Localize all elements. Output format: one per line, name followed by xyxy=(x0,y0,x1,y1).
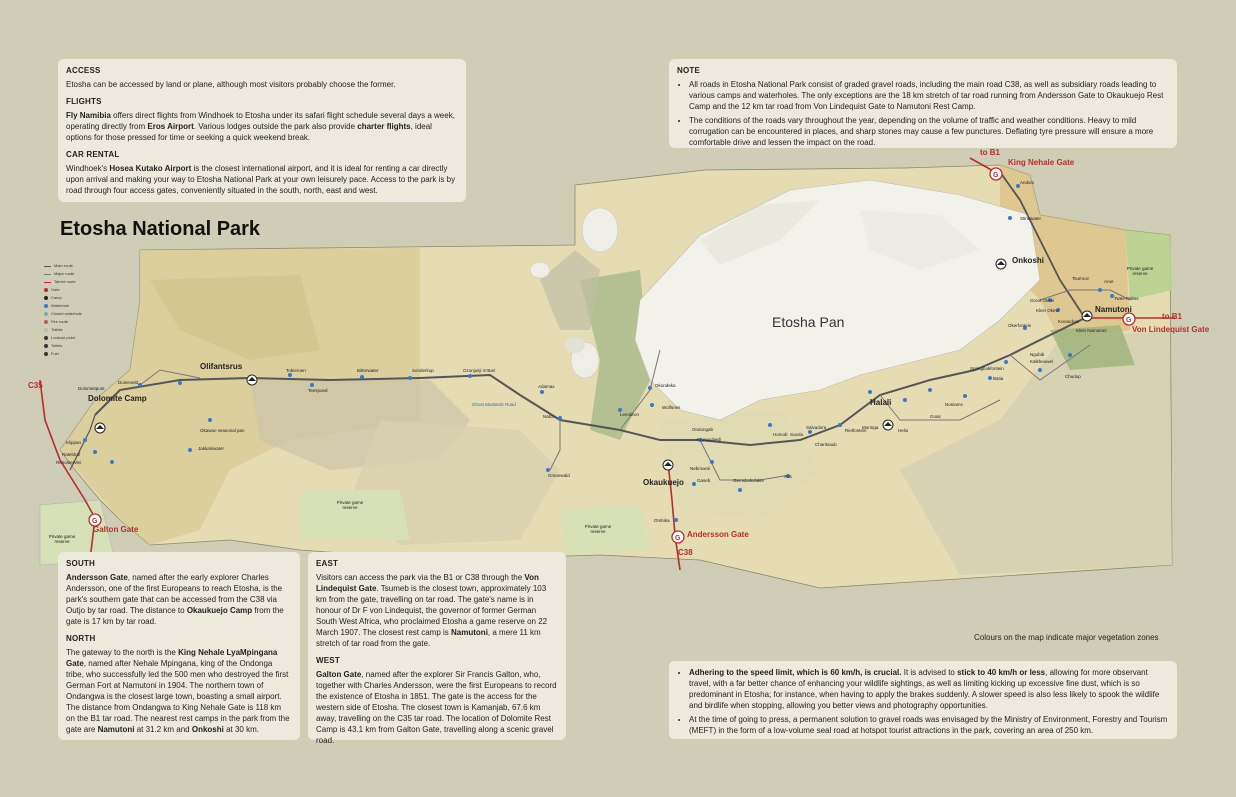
road-name-label: Ghost Mustards Road xyxy=(472,402,516,407)
access-heading: ACCESS xyxy=(66,66,101,75)
legend-item: Lookout point xyxy=(44,334,82,342)
waterhole-label: Andoni xyxy=(1020,180,1035,185)
east-heading: EAST xyxy=(316,559,339,568)
waterhole-label: Grünewald xyxy=(548,473,570,478)
waterhole-label: Sueda xyxy=(790,432,804,437)
legend-item: Camp xyxy=(44,294,82,302)
waterhole-label: Rateldraf xyxy=(62,452,81,457)
map-legend xyxy=(44,262,82,358)
waterhole-label: Gemsbokvlakte xyxy=(733,478,765,483)
waterhole-label: Bitterwater xyxy=(357,368,379,373)
waterhole-label: Moringa xyxy=(862,425,879,430)
gate-king-nehale xyxy=(990,168,1002,180)
waterhole-label: Kapupuhedi xyxy=(697,437,722,442)
waterhole-label: Klein Namutoni xyxy=(1076,328,1107,333)
waterhole-label: Ombika xyxy=(654,518,670,523)
gate-label-andersson: Andersson Gate xyxy=(687,530,749,539)
waterhole-label: Rietfontein xyxy=(845,428,867,433)
private-reserve-label: Private game reserve xyxy=(336,500,364,510)
flights-text: Fly Namibia offers direct flights from Windhoek to Etosha under its safari flight schedule several days a week, operating directly from Eros Airport. Various lodges outside the park also provide charter flights, ideal options for those pressed for time or seeking a quick weekend break. xyxy=(66,111,455,143)
note-item: • The conditions of the roads vary throughout the year, depending on the volume of traffic and weather conditions. Heavy to mild corrugation can be encountered in places, and sharp stones may cause a few punctures. Deflating tyre pressure will ensure a more comfortable drive and lessen the impact on the road. xyxy=(689,115,1169,148)
waterhole-label: Adamax xyxy=(538,384,555,389)
private-reserve-label: Private game reserve xyxy=(48,534,76,544)
private-reserve-label: Private game reserve xyxy=(1126,266,1154,276)
legend-item: Tarred route xyxy=(44,278,82,286)
waterhole-label: Homob xyxy=(773,432,788,437)
legend-item: Gate xyxy=(44,286,82,294)
road-label-b1-north: to B1 xyxy=(980,148,1000,157)
waterhole-label: Salvadora xyxy=(806,425,827,430)
east-text: Visitors can access the park via the B1 or C38 through the Von Lindequist Gate. Tsumeb is the closest town, approximately 103 km from the gate, travelling on tar road. The gate's name is in honour of Dr F von Lindequist, the governor of former German South West Africa, who proclaimed Etosha a game reserve on 22 March 1907. The closest rest camp is Namutoni, a mere 11 km stretch of tar road from the gate. xyxy=(316,573,548,649)
pan-label: Etosha Pan xyxy=(772,314,845,330)
waterhole-label: Charitsaub xyxy=(815,442,837,447)
road-label-c35: C35 xyxy=(28,381,43,390)
south-heading: SOUTH xyxy=(66,559,95,568)
waterhole-label: Teespoed xyxy=(308,388,328,393)
gate-label-king-nehale: King Nehale Gate xyxy=(1008,158,1075,167)
road-label-b1-east: to B1 xyxy=(1162,312,1182,321)
south-north-panel xyxy=(58,552,300,740)
camp-label-onkoshi: Onkoshi xyxy=(1012,256,1045,265)
legend-item: Closed waterhole xyxy=(44,310,82,318)
camp-icon xyxy=(883,420,893,430)
waterhole-label: Wolfsnes xyxy=(662,405,681,410)
waterhole-label: Stinkwater xyxy=(1020,216,1042,221)
waterhole-label: Nebrownii xyxy=(690,466,711,471)
waterhole-label: Tobieroen xyxy=(286,368,306,373)
gate-andersson xyxy=(672,531,684,543)
camp-label-namutoni: Namutoni xyxy=(1095,305,1132,314)
map-title: Etosha National Park xyxy=(60,218,261,240)
car-rental-heading: CAR RENTAL xyxy=(66,150,120,160)
legend-item: Fire route xyxy=(44,318,82,326)
road-label-c38: C38 xyxy=(678,548,693,557)
waterhole-label: Koinachas xyxy=(1058,319,1080,324)
legend-item: Waterhole xyxy=(44,302,82,310)
flights-heading: FLIGHTS xyxy=(66,97,102,107)
waterhole-label: Batia xyxy=(993,376,1004,381)
note-heading: NOTE xyxy=(677,66,701,75)
svg-text:G: G xyxy=(675,535,681,542)
access-panel xyxy=(58,59,466,202)
waterhole-label: Ngobib xyxy=(1030,352,1045,357)
waterhole-label: Duineveld xyxy=(118,380,139,385)
camp-label-dolomite: Dolomite Camp xyxy=(88,394,147,403)
camp-label-okaukuejo: Okaukuejo xyxy=(643,478,684,487)
waterhole-label: Natco xyxy=(543,414,555,419)
camp-label-olifantsrus: Olifantsrus xyxy=(200,362,243,371)
waterhole-label: Okerfontein xyxy=(1008,323,1032,328)
waterhole-label: Groot Okevi xyxy=(1030,298,1055,303)
note-item: • All roads in Etosha National Park consist of graded gravel roads, including the main road C38, as well as subsidiary roads leading to various camps and waterholes. The only exceptions are the 18 km stretch of tar road running from Andersson Gate to Okaukuejo Rest Camp and the 12 km tar road from Von Lindequist Gate to Namutoni Rest Camp. xyxy=(689,79,1169,112)
east-west-panel xyxy=(308,552,566,746)
waterhole-label: Springbokfontein xyxy=(970,366,1004,371)
gate-label-von-lindequist: Von Lindequist Gate xyxy=(1132,325,1210,334)
waterhole-label: Okawao seasonal pan xyxy=(200,428,245,433)
legend-item: Main route xyxy=(44,262,82,270)
gate-von-lindequist xyxy=(1123,313,1135,325)
west-heading: WEST xyxy=(316,656,340,666)
car-rental-text: Windhoek's Hosea Kutako Airport is the closest international airport, and it is ideal for renting a car directly upon arrival and making your way to Etosha National Park at your own leisurely pace. Access to the park is by road through four access gates, conveniently situated in the south, north, east and west. xyxy=(66,164,456,196)
waterhole-label: Aus xyxy=(784,474,792,479)
tips-panel xyxy=(669,661,1177,739)
note-panel xyxy=(669,59,1177,148)
tip-item: • At the time of going to press, a permanent solution to gravel roads was envisaged by the Ministry of Environment, Forestry and Tourism (MEFT) in the form of a low-volume seal road at hotspot tourist attractions in the park, covering an area of 250 km. xyxy=(689,714,1169,736)
svg-text:G: G xyxy=(1126,317,1132,324)
camp-icon xyxy=(996,259,1006,269)
camp-icon xyxy=(247,375,257,385)
legend-item: Major route xyxy=(44,270,82,278)
waterhole-label: Ondongab xyxy=(692,427,714,432)
west-text: Galton Gate, named after the explorer Sir Francis Galton, who, together with Charles Andersson, were the first Europeans to record the existence of Etosha in 1851. The gate is the access for the western side of Etosha. The closest town is Kamanjab, 67.6 km away, travelling on the C35 tar road. The location of Dolomite Rest Camp is 43.1 km from Galton Gate, travelling along a scenic gravel road. xyxy=(316,670,557,746)
north-heading: NORTH xyxy=(66,634,96,644)
waterhole-label: Jakkalswater xyxy=(198,446,225,451)
tip-item: • Adhering to the speed limit, which is 60 km/h, is crucial. It is advised to stick to 40 km/h or less, allowing for more observant travel, with a far better chance of enhancing your wildlife sightings, as well as limiting kicking up excessive fine dust, which is so predominant in Etosha; for instance, when having to apply the brakes suddenly. A slower speed is also less likely to spook the wildlife and birdlife when stopping, allowing you better views and photography opportunities. xyxy=(689,667,1169,711)
waterhole-label: Leeubron xyxy=(620,412,640,417)
camp-icon xyxy=(95,423,105,433)
camp-label-halali: Halali xyxy=(870,398,892,407)
legend-item: Tidbits xyxy=(44,326,82,334)
legend-item: Fuel xyxy=(44,350,82,358)
waterhole-label: Goas xyxy=(930,414,941,419)
waterhole-label: Aroe xyxy=(1104,279,1114,284)
waterhole-label: Noniams xyxy=(945,402,963,407)
svg-text:G: G xyxy=(92,518,98,525)
south-text: Andersson Gate, named after the early explorer Charles Andersson, one of the first Europeans to reach Etosha, is the park's southern gate that can be accessed from the C38 via Outjo by tar road. The distance to Okaukuejo Camp from the gate is 17 km by tar road. xyxy=(66,573,284,627)
legend-item: Toilets xyxy=(44,342,82,350)
waterhole-label: Renostervlei xyxy=(56,460,82,465)
map-caption: Colours on the map indicate major vegetation zones xyxy=(974,633,1159,642)
waterhole-label: Helio xyxy=(898,428,909,433)
waterhole-label: Tsumcor xyxy=(1072,276,1090,281)
access-intro: Etosha can be accessed by land or plane, although most visitors probably choose the former. xyxy=(66,80,396,90)
waterhole-label: Sonderkop xyxy=(412,368,434,373)
waterhole-label: Gaseb xyxy=(697,478,711,483)
waterhole-label: Klippan xyxy=(66,440,82,445)
waterhole-label: Ozonjuitji m'Bari xyxy=(463,368,496,373)
camp-icon xyxy=(663,460,673,470)
waterhole-label: Chudop xyxy=(1065,374,1081,379)
camp-icon xyxy=(1082,311,1092,321)
waterhole-label: Twee Palms xyxy=(1114,296,1139,301)
svg-text:G: G xyxy=(993,172,999,179)
waterhole-label: Okondeka xyxy=(655,383,676,388)
gate-label-galton: Galton Gate xyxy=(93,525,139,534)
waterhole-label: Dolomietpunt xyxy=(78,386,105,391)
waterhole-label: Kalkheuwel xyxy=(1030,359,1054,364)
waterhole-label: Klein Okevi xyxy=(1036,308,1059,313)
private-reserve-label: Private game reserve xyxy=(584,524,612,534)
north-text: The gateway to the north is the King Nehale LyaMpingana Gate, named after Nehale Mpingana, king of the Ondonga tribe, who successfully led the 500 men who destroyed the first German Fort at Namutoni in 1904. The northern town of Ondangwa is the closest large town, boasting a small airport. The distance from Ondangwa to King Nehale Gate is 118 km on the B1 tar road. The nearest rest camps in the park from the gate are Namutoni at 31.2 km and Onkoshi at 30 km. xyxy=(66,648,290,735)
